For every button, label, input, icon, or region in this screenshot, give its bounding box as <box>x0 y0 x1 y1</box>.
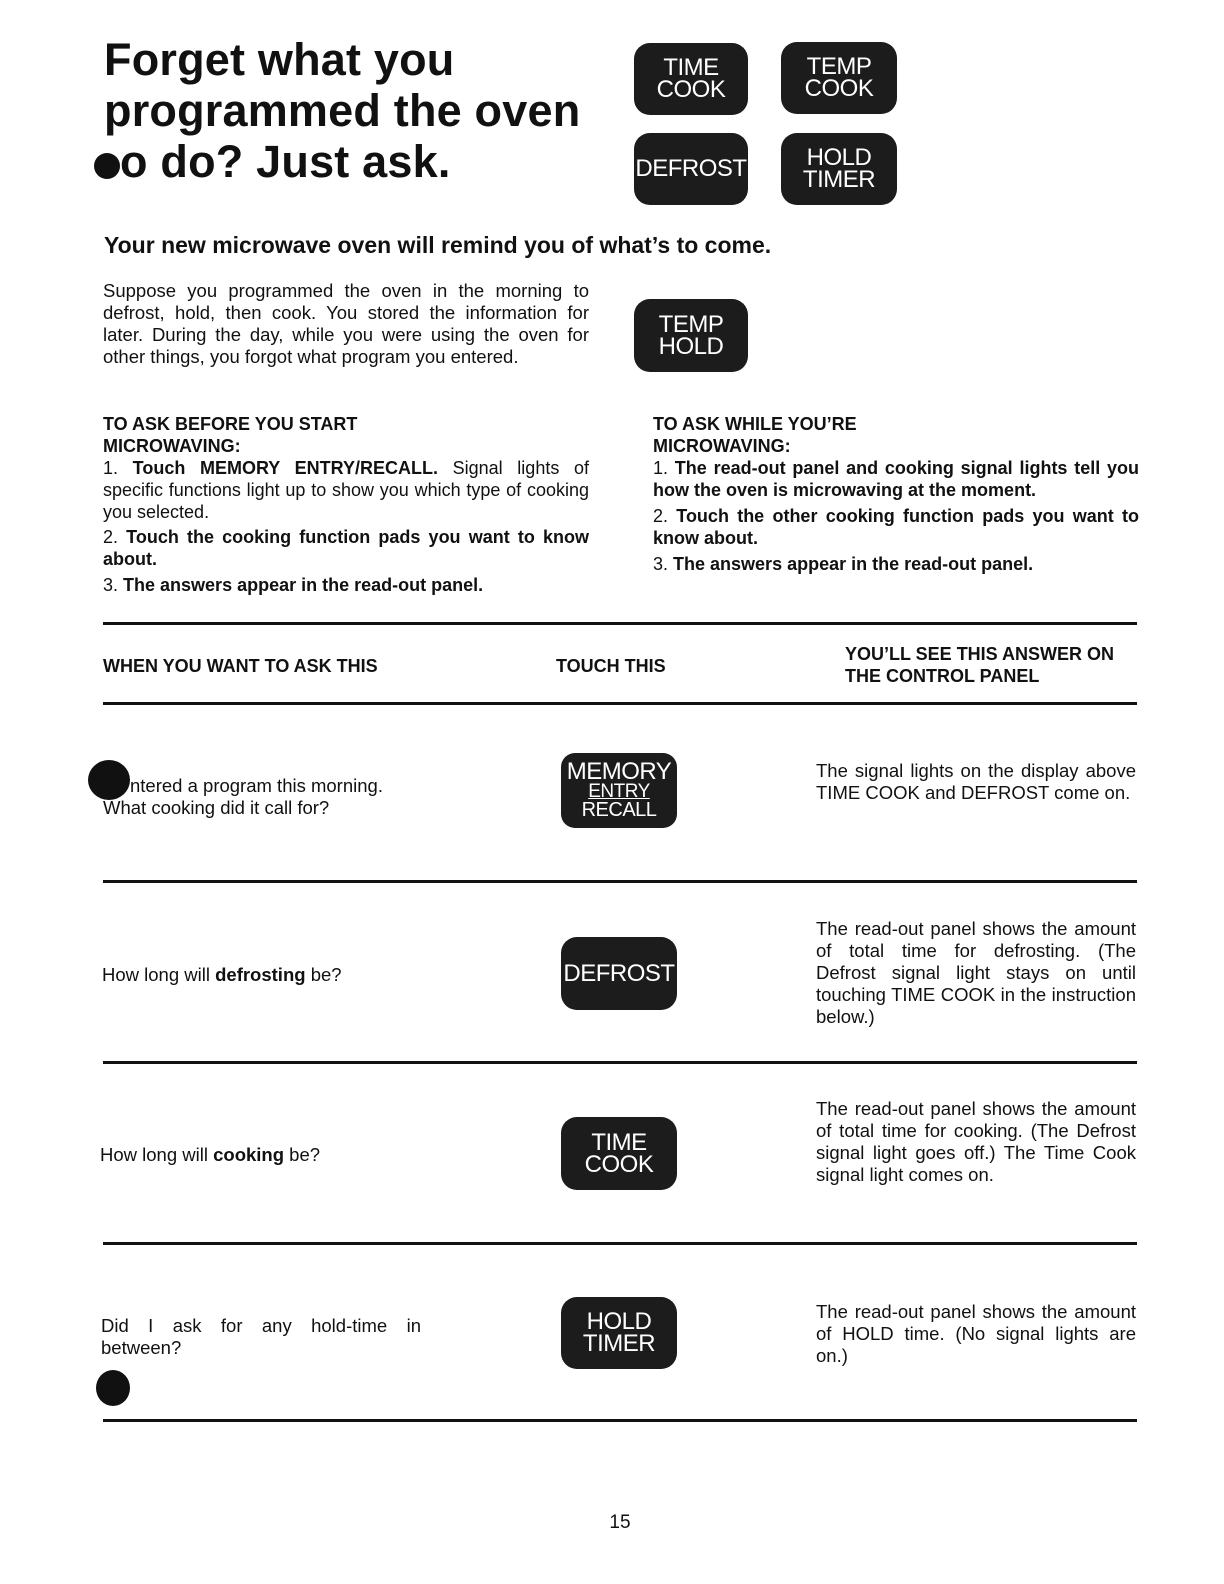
step-item <box>653 505 1139 549</box>
section-heading: MICROWAVING: <box>653 436 791 456</box>
temp-hold-pad-icon <box>634 299 748 372</box>
divider <box>103 1419 1137 1422</box>
pad-label: COOK <box>584 1150 654 1178</box>
pad-label: MEMORY <box>566 758 672 785</box>
question-bold: defrosting <box>215 964 306 985</box>
divider <box>103 702 1137 705</box>
time-cook-pad-icon <box>561 1117 677 1190</box>
table-row-answer: The read-out panel shows the amount of total time for cooking. (The Defrost signal light goes off.) The Time Cook signal light comes on. <box>816 1098 1136 1185</box>
pad-label: HOLD <box>806 144 872 171</box>
pad-label: DEFROST <box>635 155 747 182</box>
intro-paragraph: Suppose you programmed the oven in the morning to defrost, hold, then cook. You stored the information for later. During the day, while you were using the oven for other things, you forgot what program you entered. <box>103 280 589 367</box>
header-line: THE CONTROL PANEL <box>845 666 1040 686</box>
question-line: ntered a program this morning. <box>130 775 383 796</box>
question-text: How long will <box>100 1144 214 1165</box>
column-header-ask: WHEN YOU WANT TO ASK THIS <box>103 656 378 676</box>
step-item <box>103 526 589 570</box>
table-row-question <box>103 775 383 819</box>
question-text: be? <box>284 1144 321 1165</box>
pad-label: HOLD <box>658 332 724 360</box>
divider <box>103 880 1137 883</box>
pad-label: ENTRY <box>588 781 650 802</box>
step-bold-text: Touch the other cooking function pads you want to know about. <box>653 506 1139 548</box>
step-item <box>653 553 1139 575</box>
step-bold-text: The answers appear in the read-out panel. <box>123 575 484 595</box>
question-text: How long will <box>102 964 216 985</box>
question-text: be? <box>305 964 342 985</box>
hold-timer-pad-icon <box>561 1297 677 1369</box>
pad-label: DEFROST <box>563 959 675 987</box>
step-item <box>103 457 589 523</box>
column-header-answer <box>845 643 1114 687</box>
step-item <box>103 574 589 596</box>
step-number: 2. <box>103 527 119 547</box>
table-row-answer: The read-out panel shows the amount of HOLD time. (No signal lights are on.) <box>816 1301 1136 1366</box>
while-microwaving-section <box>653 413 1139 575</box>
title-line-3-wrap <box>104 136 624 187</box>
pad-label: TEMP <box>806 53 872 80</box>
defrost-pad-icon <box>561 937 677 1010</box>
table-row-question <box>100 1144 320 1166</box>
defrost-pad-icon <box>634 133 748 205</box>
ink-blot-icon <box>94 153 120 179</box>
section-heading: MICROWAVING: <box>103 436 241 456</box>
step-text: Signal lights of specific functions light up to show you which type of cooking you selected. <box>103 458 589 522</box>
subtitle: Your new microwave oven will remind you of what’s to come. <box>104 232 772 258</box>
pad-label: HOLD <box>586 1308 652 1335</box>
question-line: Did I ask for any hold-time in <box>101 1315 421 1336</box>
pad-label: TIME <box>663 54 719 81</box>
step-bold-text: The read-out panel and cooking signal lights tell you how the oven is microwaving at the moment. <box>653 458 1139 500</box>
memory-entry-recall-pad-icon <box>561 753 677 828</box>
table-row-answer: The signal lights on the display above TIME COOK and DEFROST come on. <box>816 760 1136 803</box>
step-number: 1. <box>653 458 669 478</box>
step-number: 3. <box>103 575 119 595</box>
title-line-3: o do? Just ask. <box>120 136 451 187</box>
divider <box>103 622 1137 625</box>
table-row-answer: The read-out panel shows the amount of total time for defrosting. (The Defrost signal light stays on until touching TIME COOK in the instruction below.) <box>816 918 1136 1027</box>
page-title <box>104 34 624 187</box>
question-bold: cooking <box>213 1144 285 1165</box>
title-line-2: programmed the oven <box>104 85 581 136</box>
divider <box>103 1061 1137 1064</box>
step-number: 3. <box>653 554 669 574</box>
question-line: between? <box>101 1337 182 1358</box>
time-cook-pad-icon <box>634 43 748 115</box>
pad-label: TIME <box>591 1128 647 1156</box>
hold-timer-pad-icon <box>781 133 897 205</box>
before-microwaving-section <box>103 413 589 596</box>
step-item <box>653 457 1139 501</box>
question-line: What cooking did it call for? <box>103 797 330 818</box>
section-heading: TO ASK BEFORE YOU START <box>103 414 358 434</box>
pad-label: TEMP <box>658 310 724 338</box>
column-header-touch: TOUCH THIS <box>556 656 666 676</box>
step-number: 2. <box>653 506 669 526</box>
pad-label: COOK <box>804 75 874 102</box>
step-number: 1. <box>103 458 119 478</box>
pad-label: TIMER <box>582 1330 656 1357</box>
title-line-1: Forget what you <box>104 34 455 85</box>
page-number: 15 <box>609 1512 631 1533</box>
divider <box>103 1242 1137 1245</box>
pad-label: COOK <box>656 76 726 103</box>
header-line: YOU’LL SEE THIS ANSWER ON <box>845 644 1115 664</box>
section-heading: TO ASK WHILE YOU’RE <box>653 414 857 434</box>
table-row-question <box>101 1315 421 1359</box>
step-bold-text: Touch MEMORY ENTRY/RECALL. <box>132 458 438 478</box>
step-bold-text: Touch the cooking function pads you want to know about. <box>103 527 589 569</box>
temp-cook-pad-icon <box>781 42 897 114</box>
step-bold-text: The answers appear in the read-out panel. <box>673 554 1034 574</box>
pad-label: RECALL <box>581 799 657 821</box>
pad-label: TIMER <box>802 166 876 193</box>
table-row-question <box>102 964 342 986</box>
ink-blot-icon <box>96 1370 130 1406</box>
